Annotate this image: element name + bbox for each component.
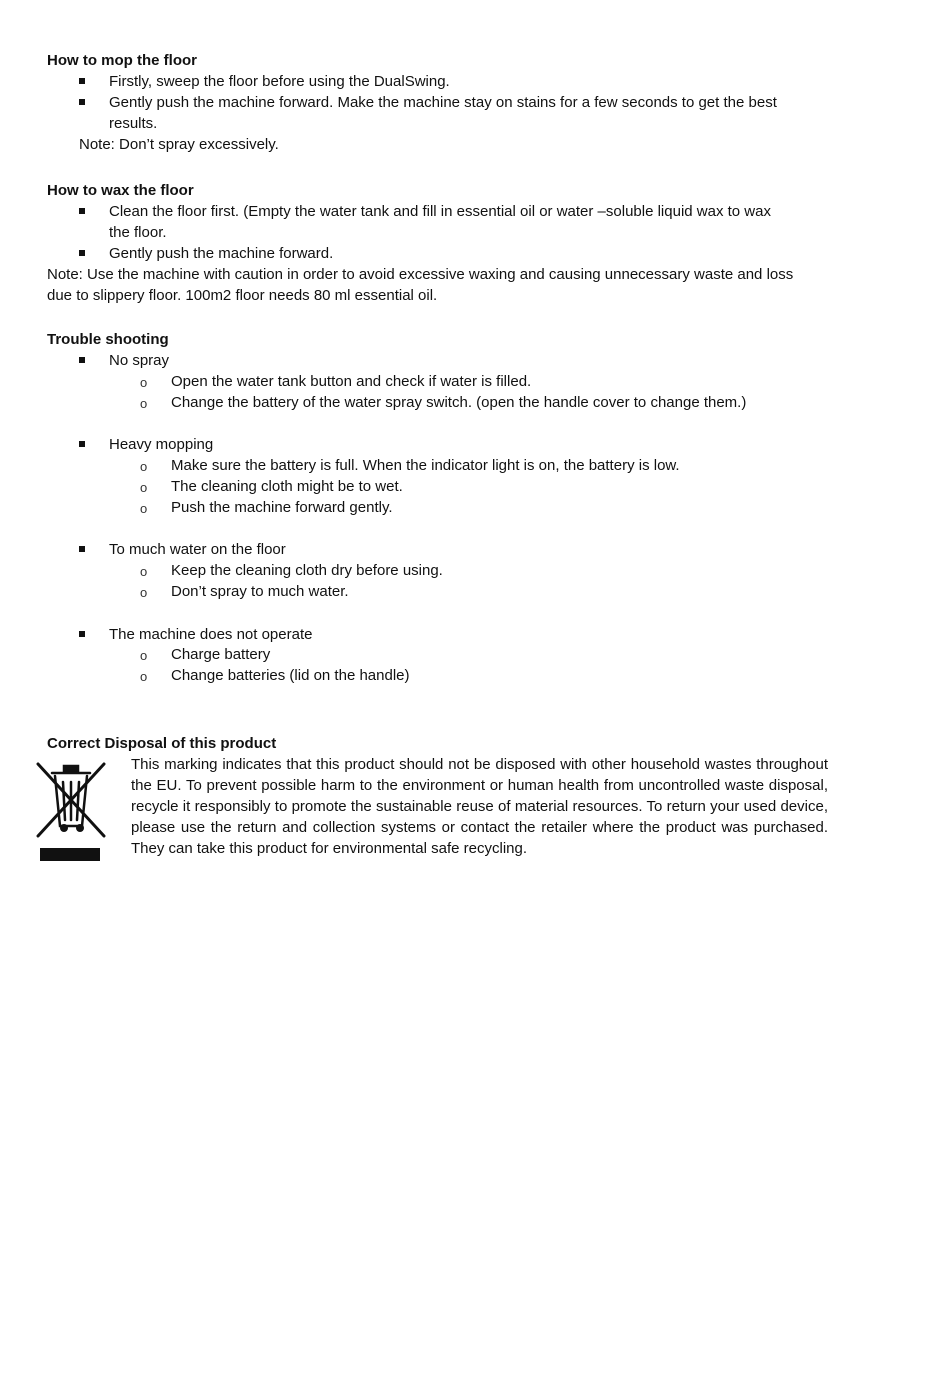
bullet-square	[79, 546, 85, 552]
sub-bullet-circle: o	[140, 669, 148, 684]
disposal-paragraph: This marking indicates that this product should not be disposed with other household wastes throughout the EU. To prevent possible harm to the environment or human health from uncontrolled waste disposal, recycle it responsibly to promote the sustainable reuse of material resources. To return your used device, please use the return and collection systems or contact the retailer where the product was purchased. They can take this product for environmental safe recycling.	[131, 756, 828, 857]
bullet-square	[79, 631, 85, 637]
sub-bullet-circle: o	[140, 585, 148, 600]
bullet-square	[79, 441, 85, 447]
trouble-group-title: The machine does not operate	[109, 626, 313, 643]
mop-item-2-line-1: Gently push the machine forward. Make the machine stay on stains for a few seconds to get the best	[109, 94, 777, 111]
trouble-item: Change batteries (lid on the handle)	[171, 667, 410, 684]
wax-note-line-1: Note: Use the machine with caution in order to avoid excessive waxing and causing unnecessary waste and loss	[47, 266, 794, 283]
bullet-square	[79, 250, 85, 256]
trouble-group-title: To much water on the floor	[109, 541, 286, 558]
trouble-item: Charge battery	[171, 646, 271, 663]
trouble-group-title: No spray	[109, 352, 170, 369]
weee-crossed-bin-icon	[34, 758, 108, 866]
bullet-square	[79, 78, 85, 84]
trouble-item: The cleaning cloth might be to wet.	[171, 478, 403, 495]
wax-item-1-line-2: the floor.	[109, 224, 167, 241]
bullet-square	[79, 99, 85, 105]
trouble-item: Push the machine forward gently.	[171, 499, 393, 516]
trouble-item: Don’t spray to much water.	[171, 583, 349, 600]
trouble-item: Open the water tank button and check if water is filled.	[171, 373, 532, 390]
sub-bullet-circle: o	[140, 375, 148, 390]
sub-bullet-circle: o	[140, 396, 148, 411]
sub-bullet-circle: o	[140, 480, 148, 495]
trouble-group-title: Heavy mopping	[109, 436, 214, 453]
bullet-square	[79, 357, 85, 363]
wax-item-2: Gently push the machine forward.	[109, 245, 334, 262]
bullet-square	[79, 208, 85, 214]
wax-heading: How to wax the floor	[47, 182, 194, 199]
mop-item-1: Firstly, sweep the floor before using the DualSwing.	[109, 73, 450, 90]
trouble-heading: Trouble shooting	[47, 331, 169, 348]
sub-bullet-circle: o	[140, 501, 148, 516]
sub-bullet-circle: o	[140, 648, 148, 663]
sub-bullet-circle: o	[140, 459, 148, 474]
wax-item-1-line-1: Clean the floor first. (Empty the water tank and fill in essential oil or water –soluble liquid wax to wax	[109, 203, 771, 220]
mop-note: Note: Don’t spray excessively.	[79, 136, 279, 153]
disposal-heading: Correct Disposal of this product	[47, 735, 277, 752]
wax-note-line-2: due to slippery floor. 100m2 floor needs 80 ml essential oil.	[47, 287, 438, 304]
trouble-item: Make sure the battery is full. When the indicator light is on, the battery is low.	[171, 457, 680, 474]
trouble-item: Keep the cleaning cloth dry before using.	[171, 562, 443, 579]
mop-item-2-line-2: results.	[109, 115, 158, 132]
mop-heading: How to mop the floor	[47, 52, 197, 69]
trouble-item: Change the battery of the water spray switch. (open the handle cover to change them.)	[171, 394, 747, 411]
sub-bullet-circle: o	[140, 564, 148, 579]
